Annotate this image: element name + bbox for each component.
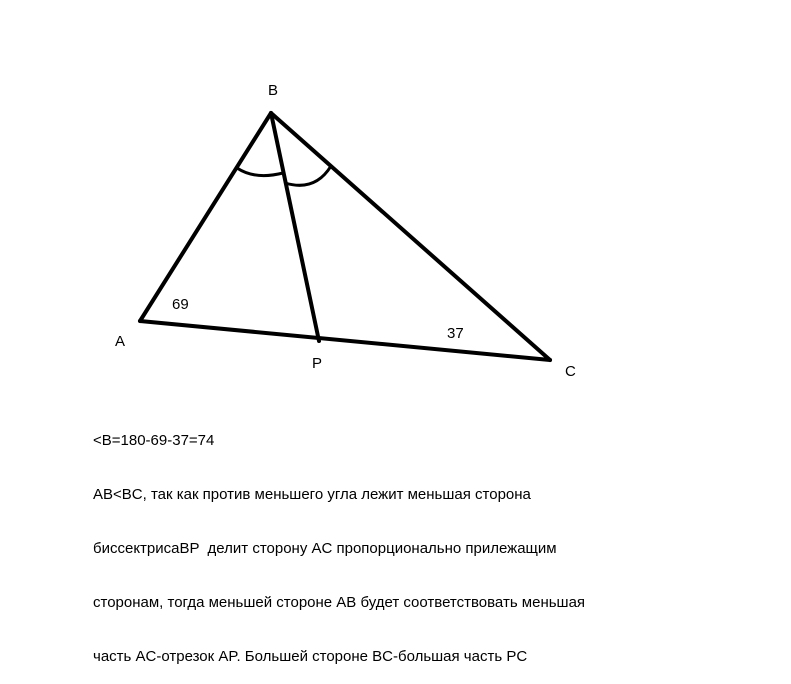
- explanation-line: AB<BC, так как против меньшего угла лежит меньшая сторона: [93, 486, 531, 503]
- vertex-label-b: B: [268, 82, 279, 99]
- explanation-line: <B=180-69-37=74: [93, 432, 215, 449]
- side-bc: [271, 113, 550, 360]
- explanation-line: сторонам, тогда меньшей стороне AB будет соответствовать меньшая: [93, 594, 586, 611]
- vertex-label-c: C: [565, 363, 576, 380]
- explanation-text: [93, 396, 693, 684]
- explanation-line: часть AC-отрезок AP. Большей стороне BC-большая часть PC: [93, 648, 528, 665]
- angle-label-a: 69: [172, 296, 189, 313]
- angle-arc-left: [237, 168, 283, 176]
- angle-arc-right: [285, 166, 331, 185]
- angle-label-c: 37: [447, 325, 464, 342]
- side-ab: [140, 113, 271, 321]
- point-label-p: P: [312, 355, 323, 372]
- vertex-label-a: A: [115, 333, 126, 350]
- side-ac: [140, 321, 550, 360]
- explanation-line: биссектрисаBP делит сторону AC пропорционально прилежащим: [93, 540, 557, 557]
